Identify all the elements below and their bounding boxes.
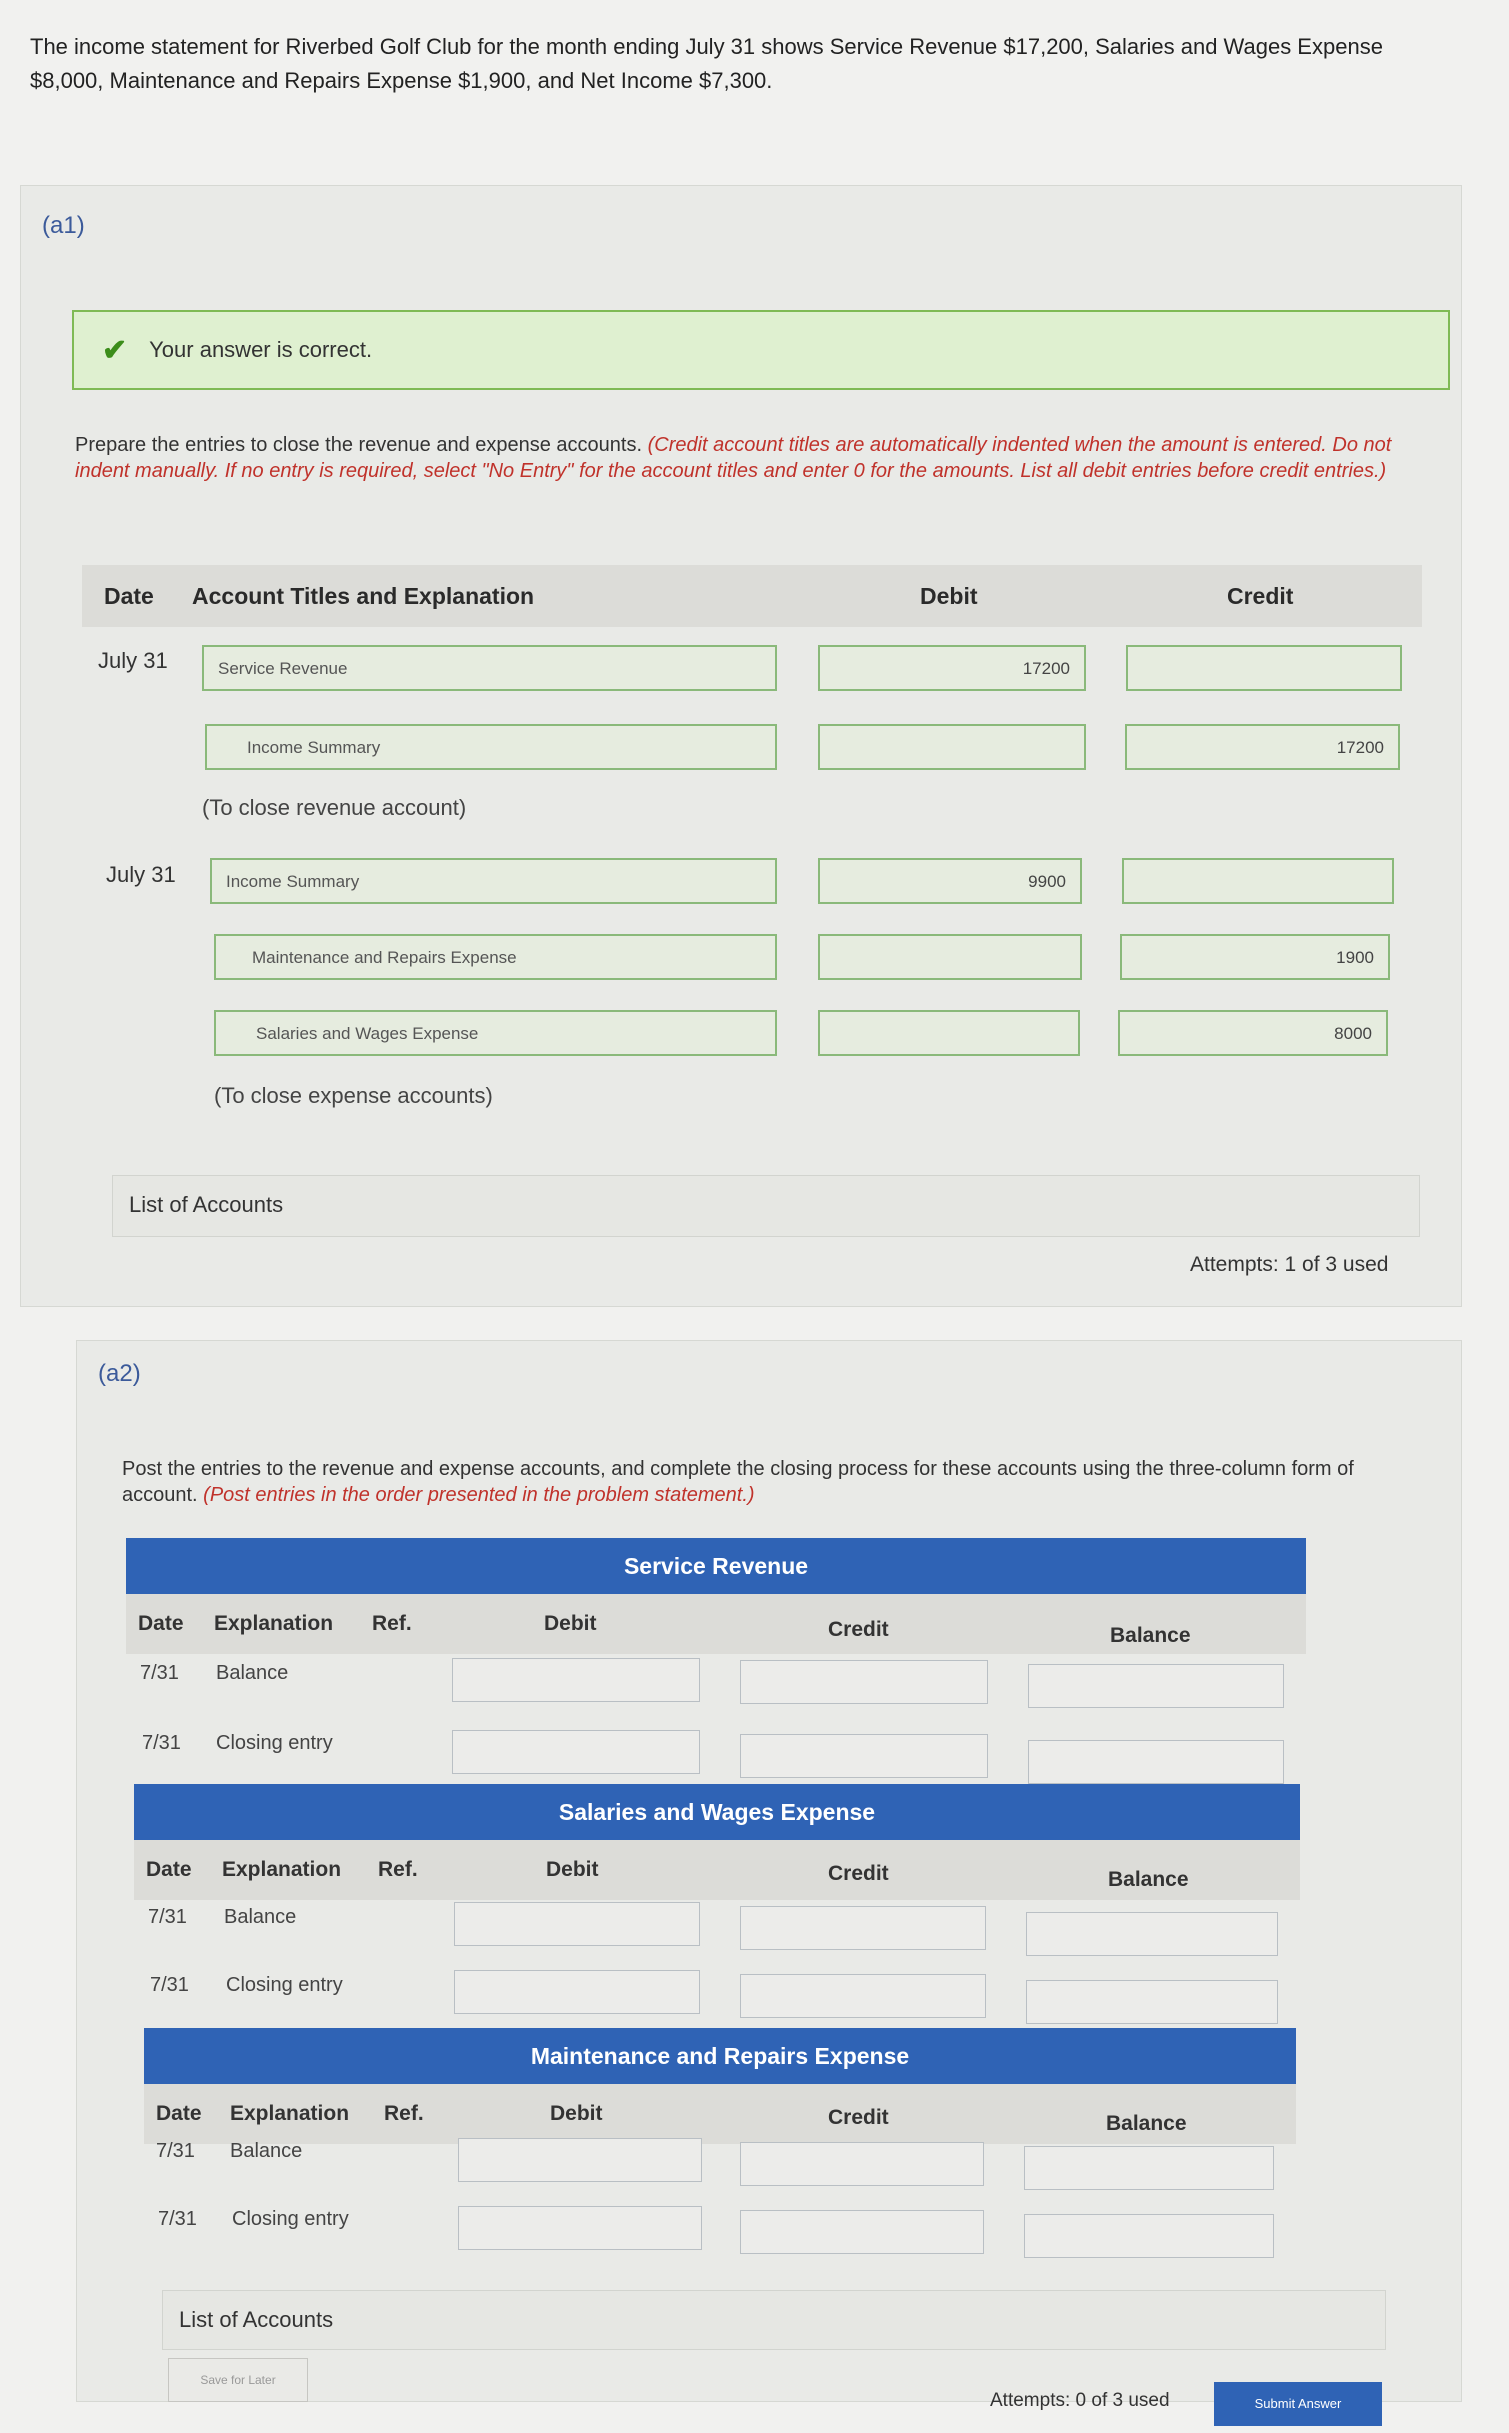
col-credit: Credit	[1227, 583, 1294, 609]
col-balance: Balance	[1108, 1868, 1189, 1891]
col-credit: Credit	[828, 1618, 889, 1641]
entry-2-note: (To close expense accounts)	[214, 1083, 493, 1108]
ledger-3-row-2-debit[interactable]	[458, 2206, 702, 2250]
a1-list-of-accounts-label: List of Accounts	[129, 1192, 284, 1217]
correct-answer-banner	[72, 310, 1450, 390]
a2-instruction-main: Post the entries to the revenue and expense accounts, and complete the closing process for these accounts using the three-column form of account.	[122, 1458, 1354, 1506]
col-explanation: Explanation	[230, 2102, 350, 2125]
ledger-2-row-1-balance[interactable]	[1026, 1912, 1278, 1956]
ledger-3-row-1-balance[interactable]	[1024, 2146, 1274, 2190]
ledger-1-row-1-credit[interactable]	[740, 1660, 988, 1704]
a1-list-of-accounts[interactable]	[112, 1175, 1420, 1237]
a1-attempts: Attempts: 1 of 3 used	[1190, 1253, 1389, 1276]
ledger-2-row-1-debit[interactable]	[454, 1902, 700, 1946]
ledger-salaries-columns	[134, 1840, 1300, 1900]
ledger-1-row-2-explanation: Closing entry	[216, 1732, 333, 1754]
a2-list-of-accounts-label: List of Accounts	[179, 2307, 334, 2332]
ledger-maintenance-columns	[144, 2084, 1296, 2144]
ledger-3-row-1-explanation: Balance	[230, 2140, 303, 2162]
ledger-3-row-2-date: 7/31	[158, 2208, 197, 2230]
ledger-1-row-2-date: 7/31	[142, 1732, 181, 1754]
a2-attempts: Attempts: 0 of 3 used	[990, 2390, 1170, 2411]
ledger-3-row-2-balance[interactable]	[1024, 2214, 1274, 2258]
ledger-1-row-1-date: 7/31	[140, 1662, 179, 1684]
col-explanation: Explanation	[222, 1858, 342, 1881]
col-date: Date	[104, 583, 154, 609]
col-date: Date	[146, 1858, 192, 1881]
entry-2-line-2-debit[interactable]	[818, 934, 1082, 980]
entry-2-date: July 31	[106, 862, 176, 887]
col-debit: Debit	[544, 1612, 597, 1635]
ledger-1-row-1-debit[interactable]	[452, 1658, 700, 1702]
ledger-maintenance-title: Maintenance and Repairs Expense	[144, 2028, 1296, 2084]
ledger-1-row-2-balance[interactable]	[1028, 1740, 1284, 1784]
col-date: Date	[138, 1612, 184, 1635]
col-balance: Balance	[1110, 1624, 1191, 1647]
ledger-2-row-2-explanation: Closing entry	[226, 1974, 343, 1996]
ledger-1-row-1-explanation: Balance	[216, 1662, 289, 1684]
checkmark-icon: ✔	[102, 333, 128, 367]
ledger-service-revenue-columns	[126, 1594, 1306, 1654]
col-date: Date	[156, 2102, 202, 2125]
col-account: Account Titles and Explanation	[192, 583, 535, 609]
ledger-2-row-2-balance[interactable]	[1026, 1980, 1278, 2024]
ledger-service-revenue-title: Service Revenue	[126, 1538, 1306, 1594]
a2-instruction-note: (Post entries in the order presented in the problem statement.)	[203, 1484, 755, 1506]
ledger-3-row-2-explanation: Closing entry	[232, 2208, 349, 2230]
col-ref: Ref.	[372, 1612, 412, 1635]
ledger-1-row-2-credit[interactable]	[740, 1734, 988, 1778]
ledger-salaries-title: Salaries and Wages Expense	[134, 1784, 1300, 1840]
entry-1-line-2-account[interactable]: Income Summary	[205, 724, 777, 770]
entry-1-line-1-debit[interactable]: 17200	[818, 645, 1086, 691]
submit-answer-button[interactable]: Submit Answer	[1214, 2382, 1382, 2426]
col-ref: Ref.	[378, 1858, 418, 1881]
ledger-2-row-1-date: 7/31	[148, 1906, 187, 1928]
col-balance: Balance	[1106, 2112, 1187, 2135]
entry-1-line-2-debit[interactable]	[818, 724, 1086, 770]
entry-1-note: (To close revenue account)	[202, 795, 467, 820]
col-debit: Debit	[550, 2102, 603, 2125]
part-a2-label: (a2)	[98, 1360, 141, 1387]
ledger-3-row-1-debit[interactable]	[458, 2138, 702, 2182]
ledger-2-row-2-credit[interactable]	[740, 1974, 986, 2018]
ledger-3-row-2-credit[interactable]	[740, 2210, 984, 2254]
entry-1-line-1-account[interactable]: Service Revenue	[202, 645, 777, 691]
a1-instructions	[75, 432, 1445, 484]
col-debit: Debit	[546, 1858, 599, 1881]
col-credit: Credit	[828, 1862, 889, 1885]
ledger-3-row-1-credit[interactable]	[740, 2142, 984, 2186]
entry-2-line-2-account[interactable]: Maintenance and Repairs Expense	[214, 934, 777, 980]
ledger-1-row-2-debit[interactable]	[452, 1730, 700, 1774]
col-ref: Ref.	[384, 2102, 424, 2125]
entry-2-line-1-credit[interactable]	[1122, 858, 1394, 904]
entry-2-line-2-credit[interactable]: 1900	[1120, 934, 1390, 980]
entry-1-date: July 31	[98, 648, 168, 673]
entry-2-line-3-debit[interactable]	[818, 1010, 1080, 1056]
ledger-2-row-2-date: 7/31	[150, 1974, 189, 1996]
entry-2-line-1-account[interactable]: Income Summary	[210, 858, 777, 904]
a1-instruction-note: (Credit account titles are automatically indented when the amount is entered. Do not indent manually. If no entry is required, select "No Entry" for the account titles and enter 0 for the amounts. List all debit entries before credit entries.)	[75, 434, 1392, 482]
col-debit: Debit	[920, 583, 978, 609]
entry-2-line-3-credit[interactable]: 8000	[1118, 1010, 1388, 1056]
journal-table-header	[82, 565, 1422, 627]
save-for-later-button[interactable]: Save for Later	[168, 2358, 308, 2402]
entry-1-line-1-credit[interactable]	[1126, 645, 1402, 691]
col-explanation: Explanation	[214, 1612, 334, 1635]
entry-1-line-2-credit[interactable]: 17200	[1125, 724, 1400, 770]
ledger-3-row-1-date: 7/31	[156, 2140, 195, 2162]
entry-2-line-3-account[interactable]: Salaries and Wages Expense	[214, 1010, 777, 1056]
ledger-1-row-1-balance[interactable]	[1028, 1664, 1284, 1708]
part-a1-label: (a1)	[42, 212, 85, 239]
a2-instructions	[122, 1456, 1372, 1508]
ledger-2-row-2-debit[interactable]	[454, 1970, 700, 2014]
correct-message: Your answer is correct.	[149, 337, 373, 362]
problem-statement: The income statement for Riverbed Golf Club for the month ending July 31 shows Service Revenue $17,200, Salaries and Wages Expense $8,000, Maintenance and Repairs Expense $1,900, and Net Income $7,300.	[30, 34, 1383, 93]
col-credit: Credit	[828, 2106, 889, 2129]
a1-instruction-main: Prepare the entries to close the revenue and expense accounts.	[75, 434, 648, 456]
entry-2-line-1-debit[interactable]: 9900	[818, 858, 1082, 904]
a2-list-of-accounts[interactable]	[162, 2290, 1386, 2350]
ledger-2-row-1-credit[interactable]	[740, 1906, 986, 1950]
ledger-2-row-1-explanation: Balance	[224, 1906, 297, 1928]
